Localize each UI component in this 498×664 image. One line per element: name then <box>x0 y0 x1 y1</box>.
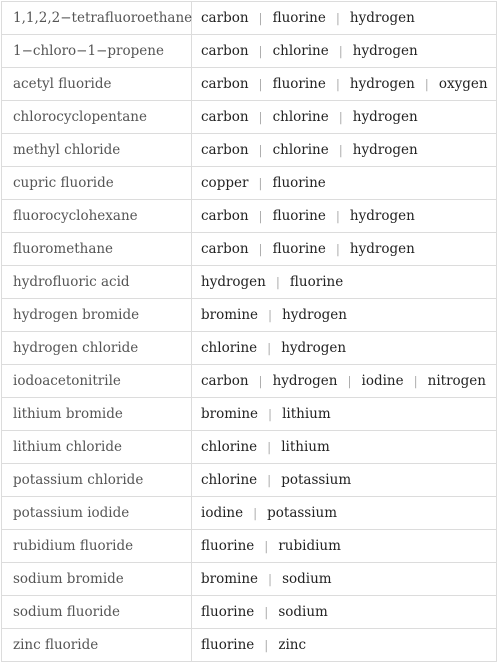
compound-name-cell: lithium bromide <box>2 398 192 430</box>
element-name: lithium <box>281 439 330 455</box>
element-separator: | <box>338 110 343 124</box>
elements-cell <box>192 464 496 496</box>
element-name: hydrogen <box>352 142 418 158</box>
compound-name-cell: hydrogen chloride <box>2 332 192 364</box>
table-row <box>2 332 496 365</box>
element-separator: | <box>264 539 269 553</box>
element-name: fluorine <box>201 637 255 653</box>
elements-cell <box>192 200 496 232</box>
element-separator: | <box>338 44 343 58</box>
compound-name-cell: chlorocyclopentane <box>2 101 192 133</box>
elements-cell <box>192 134 496 166</box>
compound-name-cell: 1−chloro−1−propene <box>2 35 192 67</box>
table-row <box>2 68 496 101</box>
element-separator: | <box>253 506 258 520</box>
compound-name-cell: rubidium fluoride <box>2 530 192 562</box>
elements-cell <box>192 2 496 34</box>
element-name: chlorine <box>272 109 329 125</box>
element-name: fluorine <box>201 538 255 554</box>
compound-name-cell: hydrogen bromide <box>2 299 192 331</box>
elements-cell <box>192 167 496 199</box>
element-separator: | <box>424 77 429 91</box>
element-separator: | <box>268 308 273 322</box>
element-name: zinc <box>278 637 307 653</box>
element-separator: | <box>258 176 263 190</box>
compound-name-cell: cupric fluoride <box>2 167 192 199</box>
table-row <box>2 35 496 68</box>
element-name: hydrogen <box>281 340 347 356</box>
elements-cell <box>192 365 496 397</box>
element-name: hydrogen <box>352 109 418 125</box>
element-separator: | <box>258 143 263 157</box>
element-name: sodium <box>282 571 332 587</box>
element-name: chlorine <box>201 439 258 455</box>
element-separator: | <box>258 209 263 223</box>
compound-name-cell: lithium chloride <box>2 431 192 463</box>
compound-name-cell: sodium fluoride <box>2 596 192 628</box>
element-separator: | <box>335 209 340 223</box>
element-name: carbon <box>201 373 249 389</box>
compound-name-cell: zinc fluoride <box>2 629 192 661</box>
table-row <box>2 563 496 596</box>
element-name: fluorine <box>272 10 326 26</box>
element-separator: | <box>258 11 263 25</box>
element-name: hydrogen <box>349 76 415 92</box>
element-name: potassium <box>281 472 352 488</box>
element-name: copper <box>201 175 249 191</box>
element-name: hydrogen <box>349 241 415 257</box>
elements-cell <box>192 431 496 463</box>
element-separator: | <box>338 143 343 157</box>
element-name: carbon <box>201 10 249 26</box>
compound-name-cell: fluoromethane <box>2 233 192 265</box>
elements-cell <box>192 398 496 430</box>
table-row <box>2 596 496 629</box>
element-name: fluorine <box>272 76 326 92</box>
element-name: lithium <box>282 406 331 422</box>
element-separator: | <box>268 407 273 421</box>
compound-name-cell: acetyl fluoride <box>2 68 192 100</box>
element-name: oxygen <box>438 76 488 92</box>
element-separator: | <box>258 110 263 124</box>
element-name: rubidium <box>278 538 341 554</box>
element-name: fluorine <box>201 604 255 620</box>
element-name: hydrogen <box>282 307 347 323</box>
element-name: sodium <box>278 604 328 620</box>
table-row <box>2 431 496 464</box>
element-name: chlorine <box>201 340 258 356</box>
compound-name-cell: potassium chloride <box>2 464 192 496</box>
element-separator: | <box>275 275 280 289</box>
elements-cell <box>192 497 496 529</box>
element-separator: | <box>413 374 418 388</box>
table-row <box>2 530 496 563</box>
compound-name-cell: 1,1,2,2−tetrafluoroethane <box>2 2 192 34</box>
compound-name-cell: methyl chloride <box>2 134 192 166</box>
element-separator: | <box>335 77 340 91</box>
element-name: carbon <box>201 241 249 257</box>
elements-cell <box>192 299 496 331</box>
element-name: nitrogen <box>427 373 486 389</box>
element-name: hydrogen <box>349 208 415 224</box>
element-separator: | <box>268 572 273 586</box>
elements-cell <box>192 266 496 298</box>
table-row <box>2 464 496 497</box>
element-separator: | <box>347 374 352 388</box>
table-row <box>2 134 496 167</box>
element-name: carbon <box>201 43 249 59</box>
elements-cell <box>192 233 496 265</box>
elements-cell <box>192 35 496 67</box>
table-row <box>2 200 496 233</box>
element-name: hydrogen <box>349 10 415 26</box>
elements-cell <box>192 629 496 661</box>
elements-cell <box>192 101 496 133</box>
compound-name-cell: potassium iodide <box>2 497 192 529</box>
elements-cell <box>192 68 496 100</box>
element-separator: | <box>258 242 263 256</box>
elements-cell <box>192 332 496 364</box>
element-name: iodine <box>201 505 244 521</box>
compound-name-cell: fluorocyclohexane <box>2 200 192 232</box>
table-row <box>2 233 496 266</box>
element-name: iodine <box>361 373 404 389</box>
table-row <box>2 2 496 35</box>
element-name: carbon <box>201 142 249 158</box>
element-separator: | <box>267 440 272 454</box>
table-row <box>2 629 496 662</box>
element-name: carbon <box>201 109 249 125</box>
element-name: bromine <box>201 406 259 422</box>
element-name: chlorine <box>201 472 258 488</box>
element-separator: | <box>258 374 263 388</box>
element-separator: | <box>264 638 269 652</box>
table-row <box>2 101 496 134</box>
element-separator: | <box>264 605 269 619</box>
element-separator: | <box>335 11 340 25</box>
table-row <box>2 299 496 332</box>
elements-cell <box>192 530 496 562</box>
table-row <box>2 398 496 431</box>
element-name: bromine <box>201 571 259 587</box>
table-row <box>2 497 496 530</box>
element-name: hydrogen <box>272 373 338 389</box>
element-separator: | <box>267 473 272 487</box>
element-name: potassium <box>267 505 338 521</box>
element-name: carbon <box>201 208 249 224</box>
compound-name-cell: sodium bromide <box>2 563 192 595</box>
element-name: chlorine <box>272 43 329 59</box>
element-name: hydrogen <box>352 43 418 59</box>
element-name: chlorine <box>272 142 329 158</box>
element-name: carbon <box>201 76 249 92</box>
element-name: hydrogen <box>201 274 266 290</box>
element-name: fluorine <box>272 241 326 257</box>
element-name: fluorine <box>289 274 344 290</box>
compound-name-cell: iodoacetonitrile <box>2 365 192 397</box>
compound-name-cell: hydrofluoric acid <box>2 266 192 298</box>
elements-cell <box>192 563 496 595</box>
element-separator: | <box>335 242 340 256</box>
element-name: bromine <box>201 307 259 323</box>
element-name: fluorine <box>272 175 326 191</box>
table-row <box>2 266 496 299</box>
table-row <box>2 167 496 200</box>
compounds-table <box>1 1 497 662</box>
element-separator: | <box>258 77 263 91</box>
element-separator: | <box>267 341 272 355</box>
elements-cell <box>192 596 496 628</box>
element-separator: | <box>258 44 263 58</box>
table-row <box>2 365 496 398</box>
element-name: fluorine <box>272 208 326 224</box>
